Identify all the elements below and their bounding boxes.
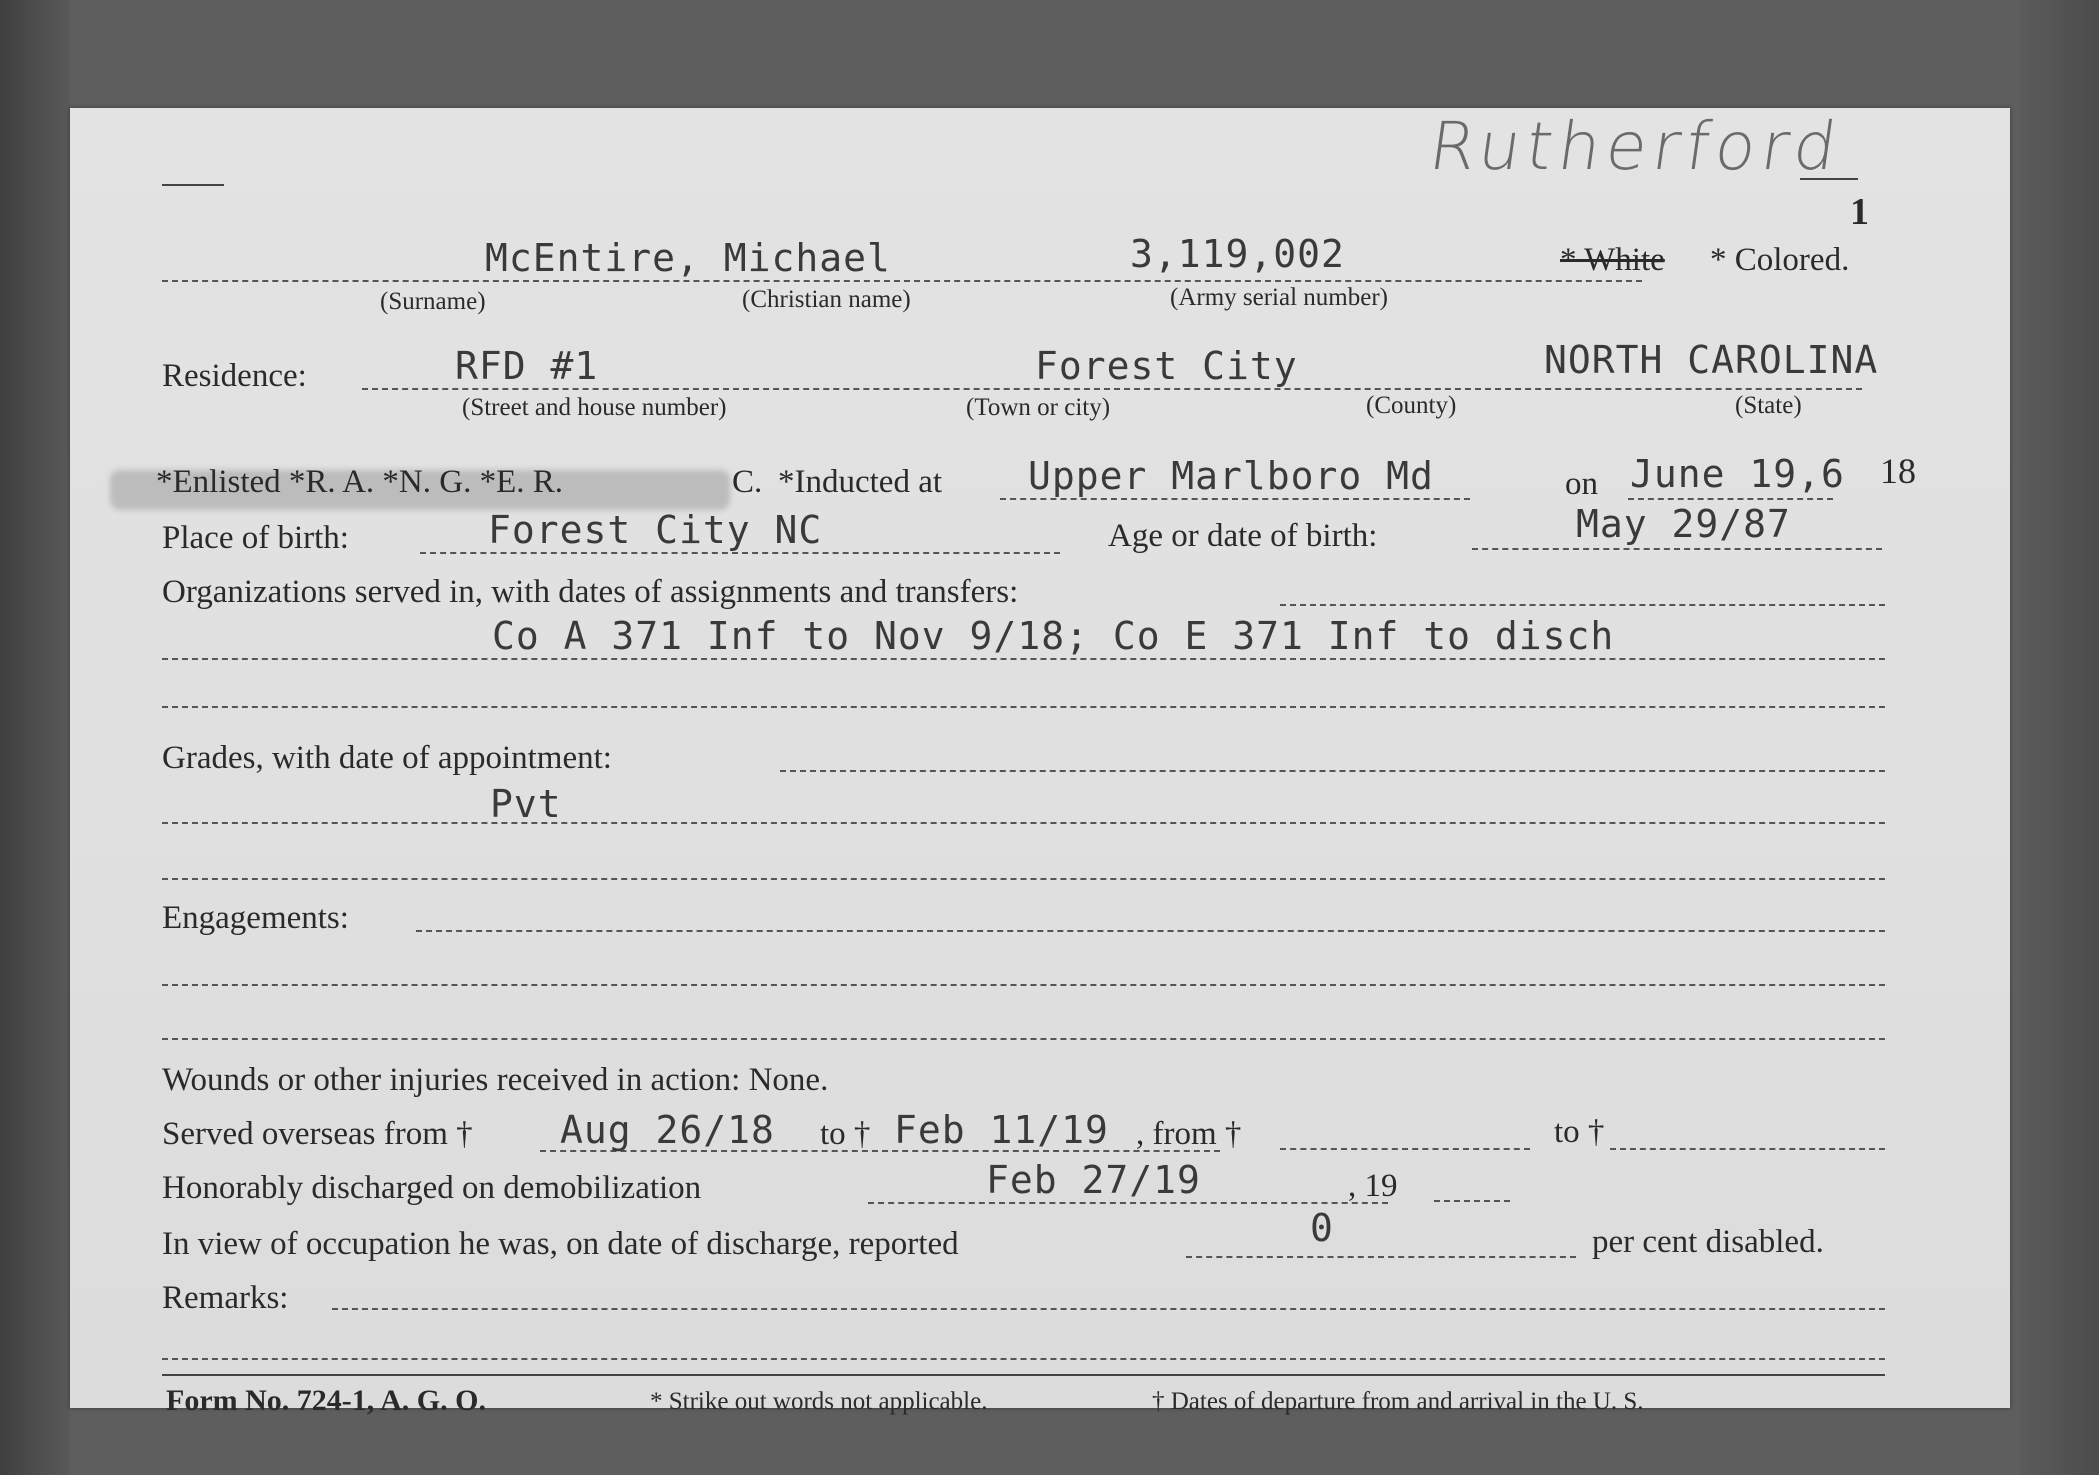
on-label: on (1565, 466, 1598, 502)
card-number-rule (1800, 178, 1858, 180)
organizations-line-1 (1280, 604, 1885, 606)
enlistment-c: C. (732, 464, 763, 500)
engagements-line-2 (162, 984, 1885, 986)
inducted-date-line (1628, 498, 1833, 500)
footer-note-strike: * Strike out words not applicable. (650, 1388, 988, 1415)
remarks-line-1 (332, 1308, 1885, 1310)
age-label: Age or date of birth: (1108, 518, 1378, 554)
overseas-from-date: Aug 26/18 (560, 1108, 775, 1152)
race-colored: * Colored. (1710, 242, 1850, 278)
birthplace-line (420, 552, 1060, 554)
disability-percent: 0 (1310, 1206, 1334, 1250)
inducted-date: June 19,6 (1630, 452, 1845, 496)
grades-line-1 (780, 770, 1885, 772)
enlistment-type-options: *Enlisted *R. A. *N. G. *E. R. (156, 464, 564, 500)
second-to-label: to † (1554, 1114, 1605, 1150)
discharge-label: Honorably discharged on demobilization (162, 1170, 702, 1206)
inducted-place-line (1000, 498, 1470, 500)
engagements-line-3 (162, 1038, 1885, 1040)
name-line (162, 280, 1642, 282)
wounds-statement: Wounds or other injuries received in action: None. (162, 1062, 829, 1098)
army-serial-number: 3,119,002 (1130, 232, 1345, 276)
background-right-edge (2019, 0, 2099, 1475)
organizations-label: Organizations served in, with dates of assignments and transfers: (162, 574, 1019, 610)
inducted-place: Upper Marlboro Md (1028, 454, 1434, 498)
remarks-label: Remarks: (162, 1280, 289, 1316)
footer-note-dates: † Dates of departure from and arrival in the U. S. (1152, 1388, 1644, 1415)
label-christian-name: (Christian name) (742, 286, 911, 313)
grades-label: Grades, with date of appointment: (162, 740, 612, 776)
grades-line-3 (162, 878, 1885, 880)
label-street: (Street and house number) (462, 394, 727, 421)
second-from-label: , from † (1136, 1116, 1242, 1152)
label-county: (County) (1366, 392, 1457, 419)
grade: Pvt (490, 782, 562, 826)
grades-line-2 (162, 822, 1885, 824)
organizations-line-3 (162, 706, 1885, 708)
discharge-year-line (1434, 1200, 1510, 1202)
label-serial-number: (Army serial number) (1170, 284, 1388, 311)
service-record-card (70, 108, 2010, 1417)
overseas-label: Served overseas from † (162, 1116, 473, 1152)
label-surname: (Surname) (380, 288, 486, 315)
discharge-date: Feb 27/19 (986, 1158, 1201, 1202)
remarks-line-2 (162, 1358, 1885, 1360)
organizations-line-2 (162, 658, 1885, 660)
inducted-year-suffix: 18 (1880, 451, 1916, 491)
birthplace: Forest City NC (488, 508, 823, 552)
birth-date-line (1472, 548, 1882, 550)
discharge-year-label: , 19 (1348, 1168, 1398, 1204)
soldier-name: McEntire, Michael (485, 236, 891, 280)
label-town: (Town or city) (966, 394, 1111, 421)
birthplace-label: Place of birth: (162, 520, 349, 556)
footer-rule (162, 1374, 1885, 1376)
residence-state: NORTH CAROLINA (1544, 338, 1879, 382)
inducted-label: *Inducted at (778, 464, 943, 500)
disabled-label: per cent disabled. (1592, 1224, 1824, 1260)
second-from-line (1280, 1148, 1530, 1150)
occupation-label: In view of occupation he was, on date of discharge, reported (162, 1226, 959, 1262)
card-number: 1 (1850, 191, 1869, 233)
overseas-to-label: to † (820, 1116, 871, 1152)
residence-street: RFD #1 (455, 344, 599, 388)
birth-date: May 29/87 (1576, 502, 1791, 546)
organizations-served: Co A 371 Inf to Nov 9/18; Co E 371 Inf to disch (492, 614, 1615, 658)
discharge-date-line (868, 1202, 1388, 1204)
residence-label: Residence: (162, 358, 307, 394)
disability-line (1186, 1256, 1576, 1258)
handwritten-county: Rutherford (1424, 108, 1848, 185)
residence-city: Forest City (1035, 344, 1298, 388)
top-left-dash (162, 184, 224, 186)
background-left-edge (0, 0, 70, 1475)
residence-line (362, 388, 1862, 390)
race-white: * White (1560, 242, 1665, 278)
engagements-line-1 (416, 930, 1885, 932)
label-state: (State) (1735, 392, 1802, 419)
engagements-label: Engagements: (162, 900, 349, 936)
overseas-to-date: Feb 11/19 (894, 1108, 1109, 1152)
footer-form-number: Form No. 724-1, A. G. O. (166, 1384, 486, 1417)
second-to-line (1610, 1148, 1885, 1150)
